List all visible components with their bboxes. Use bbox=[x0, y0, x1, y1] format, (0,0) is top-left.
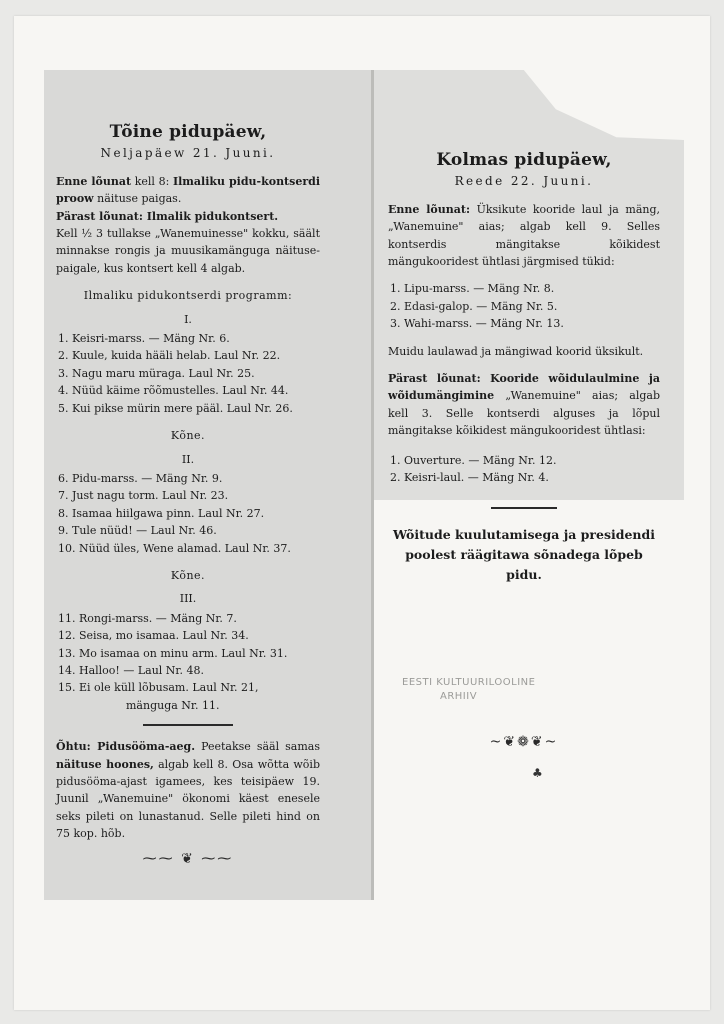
closing-statement: Wõitude kuulutamisega ja presidendi poolest räägitawa sõnadega lõpeb pidu. bbox=[392, 526, 656, 582]
part-1-heading: I. bbox=[184, 312, 192, 326]
part-2-heading: II. bbox=[181, 452, 195, 466]
day3-column bbox=[388, 152, 660, 585]
list-item: 11. Rongi-marss. — Mäng Nr. 7. bbox=[58, 611, 237, 625]
archive-stamp: EESTI KULTUURILOOLINE ARHIIV bbox=[402, 677, 536, 702]
day2-column bbox=[56, 124, 320, 868]
list-item: 10. Nüüd üles, Wene alamad. Laul Nr. 37. bbox=[58, 541, 291, 555]
page-fold bbox=[371, 70, 374, 900]
day3-afternoon-label: Pärast lõunat: Kooride wõidulaulmine ja wõidumängimine bbox=[388, 372, 660, 403]
part-3-heading: III. bbox=[179, 592, 197, 606]
day3-also: Muidu laulawad ja mängiwad koorid üksikult. bbox=[388, 344, 644, 358]
divider bbox=[143, 724, 233, 726]
list-item: 1. Keisri-marss. — Mäng Nr. 6. bbox=[58, 332, 230, 346]
list-item: 14. Halloo! — Laul Nr. 48. bbox=[58, 663, 204, 677]
list-item: 5. Kui pikse mürin mere pääl. Laul Nr. 26. bbox=[58, 401, 293, 415]
list-item: 9. Tule nüüd! — Laul Nr. 46. bbox=[58, 524, 217, 538]
list-item: 1. Ouverture. — Mäng Nr. 12. bbox=[390, 453, 557, 467]
day2-afternoon-text: Kell ½ 3 tullakse „Wanemuinesse" kokku, säält minnakse rongis ja muusikamänguga näituse-paigale, kus kontsert kell 4 algab. bbox=[56, 227, 320, 275]
day3-date: Reede 22. Juuni. bbox=[454, 174, 594, 189]
day2-evening: Õhtu: Pidusööma-aeg. Peetakse sääl samas näituse hoones, algab kell 8. Osa wõtta wõib pidusööma-ajast igamees, kes teisipäew 19. Juunil „Wanemuine" ökonomi käest enesele seks pileti on lunastanud. Selle pileti hind on 75 kop. hõb. bbox=[56, 740, 320, 841]
list-item: 12. Seisa, mo isamaa. Laul Nr. 34. bbox=[58, 629, 249, 643]
part-1-list bbox=[56, 330, 320, 417]
list-item: 8. Isamaa hiilgawa pinn. Laul Nr. 27. bbox=[58, 506, 265, 520]
day2-rehearsal: Ilmaliku pidu-kontserdi proow bbox=[56, 174, 320, 206]
day2-morning-label: Enne lõunat bbox=[56, 174, 132, 188]
ornament-left: ⁓⁓ ❦ ⁓⁓ bbox=[142, 850, 234, 867]
day2-morning: Enne lõunat kell 8: Ilmaliku pidu-kontserdi proow näituse paigas. bbox=[56, 174, 320, 206]
list-item: 6. Pidu-marss. — Mäng Nr. 9. bbox=[58, 471, 223, 485]
day3-afternoon: Pärast lõunat: Kooride wõidulaulmine ja wõidumängimine „Wanemuine" aias; algab kell 3. Selle kontserdi alguses ja lõpul mängitakse kõikidest mängukooridest ühtlasi: bbox=[388, 372, 660, 438]
day3-morning-list bbox=[388, 280, 660, 332]
speech-heading-1: Kõne. bbox=[170, 429, 206, 443]
day3-final-list bbox=[388, 452, 660, 487]
program-title: Ilmaliku pidukontserdi programm: bbox=[83, 289, 293, 303]
list-item: 2. Kuule, kuida hääli helab. Laul Nr. 22. bbox=[58, 349, 281, 363]
day2-date: Neljapäew 21. Juuni. bbox=[100, 146, 276, 161]
list-item: 4. Nüüd käime rõõmustelles. Laul Nr. 44. bbox=[58, 384, 289, 398]
evening-label: Õhtu: Pidusööma-aeg. bbox=[56, 740, 196, 754]
day2-title: Tõine pidupäew, bbox=[109, 122, 267, 142]
list-item: 2. Edasi-galop. — Mäng Nr. 5. bbox=[390, 299, 558, 313]
day3-morning: Enne lõunat: Üksikute kooride laul ja mäng, „Wanemuine" aias; algab kell 9. Selles kontserdis mängitakse kõikidest mängukooridest ühtlasi järgmised tükid: bbox=[388, 202, 661, 269]
list-item-continuation: mänguga Nr. 11. bbox=[126, 698, 220, 712]
speech-heading-2: Kõne. bbox=[170, 568, 206, 582]
part-2-list bbox=[56, 470, 320, 557]
list-item: 2. Keisri-laul. — Mäng Nr. 4. bbox=[390, 471, 549, 485]
list-item: 3. Nagu maru müraga. Laul Nr. 25. bbox=[58, 366, 255, 380]
day3-morning-label: Enne lõunat: bbox=[388, 202, 471, 216]
day2-afternoon-label: Pärast lõunat: Ilmalik pidukontsert. bbox=[56, 209, 279, 223]
list-item: 7. Just nagu torm. Laul Nr. 23. bbox=[58, 489, 229, 503]
list-item: 15. Ei ole küll lõbusam. Laul Nr. 21, bbox=[58, 681, 259, 695]
divider bbox=[491, 507, 557, 509]
list-item: 3. Wahi-marss. — Mäng Nr. 13. bbox=[390, 317, 564, 331]
exhibition-hall: näituse hoones, bbox=[56, 757, 154, 771]
part-3-list bbox=[56, 610, 320, 714]
ornament-right: ~❦❁❦~ bbox=[489, 734, 559, 750]
list-item: 13. Mo isamaa on minu arm. Laul Nr. 31. bbox=[58, 646, 288, 660]
day3-title: Kolmas pidupäew, bbox=[436, 150, 612, 170]
small-ornament-mark: ♣ bbox=[532, 766, 543, 780]
list-item: 1. Lipu-marss. — Mäng Nr. 8. bbox=[390, 282, 555, 296]
